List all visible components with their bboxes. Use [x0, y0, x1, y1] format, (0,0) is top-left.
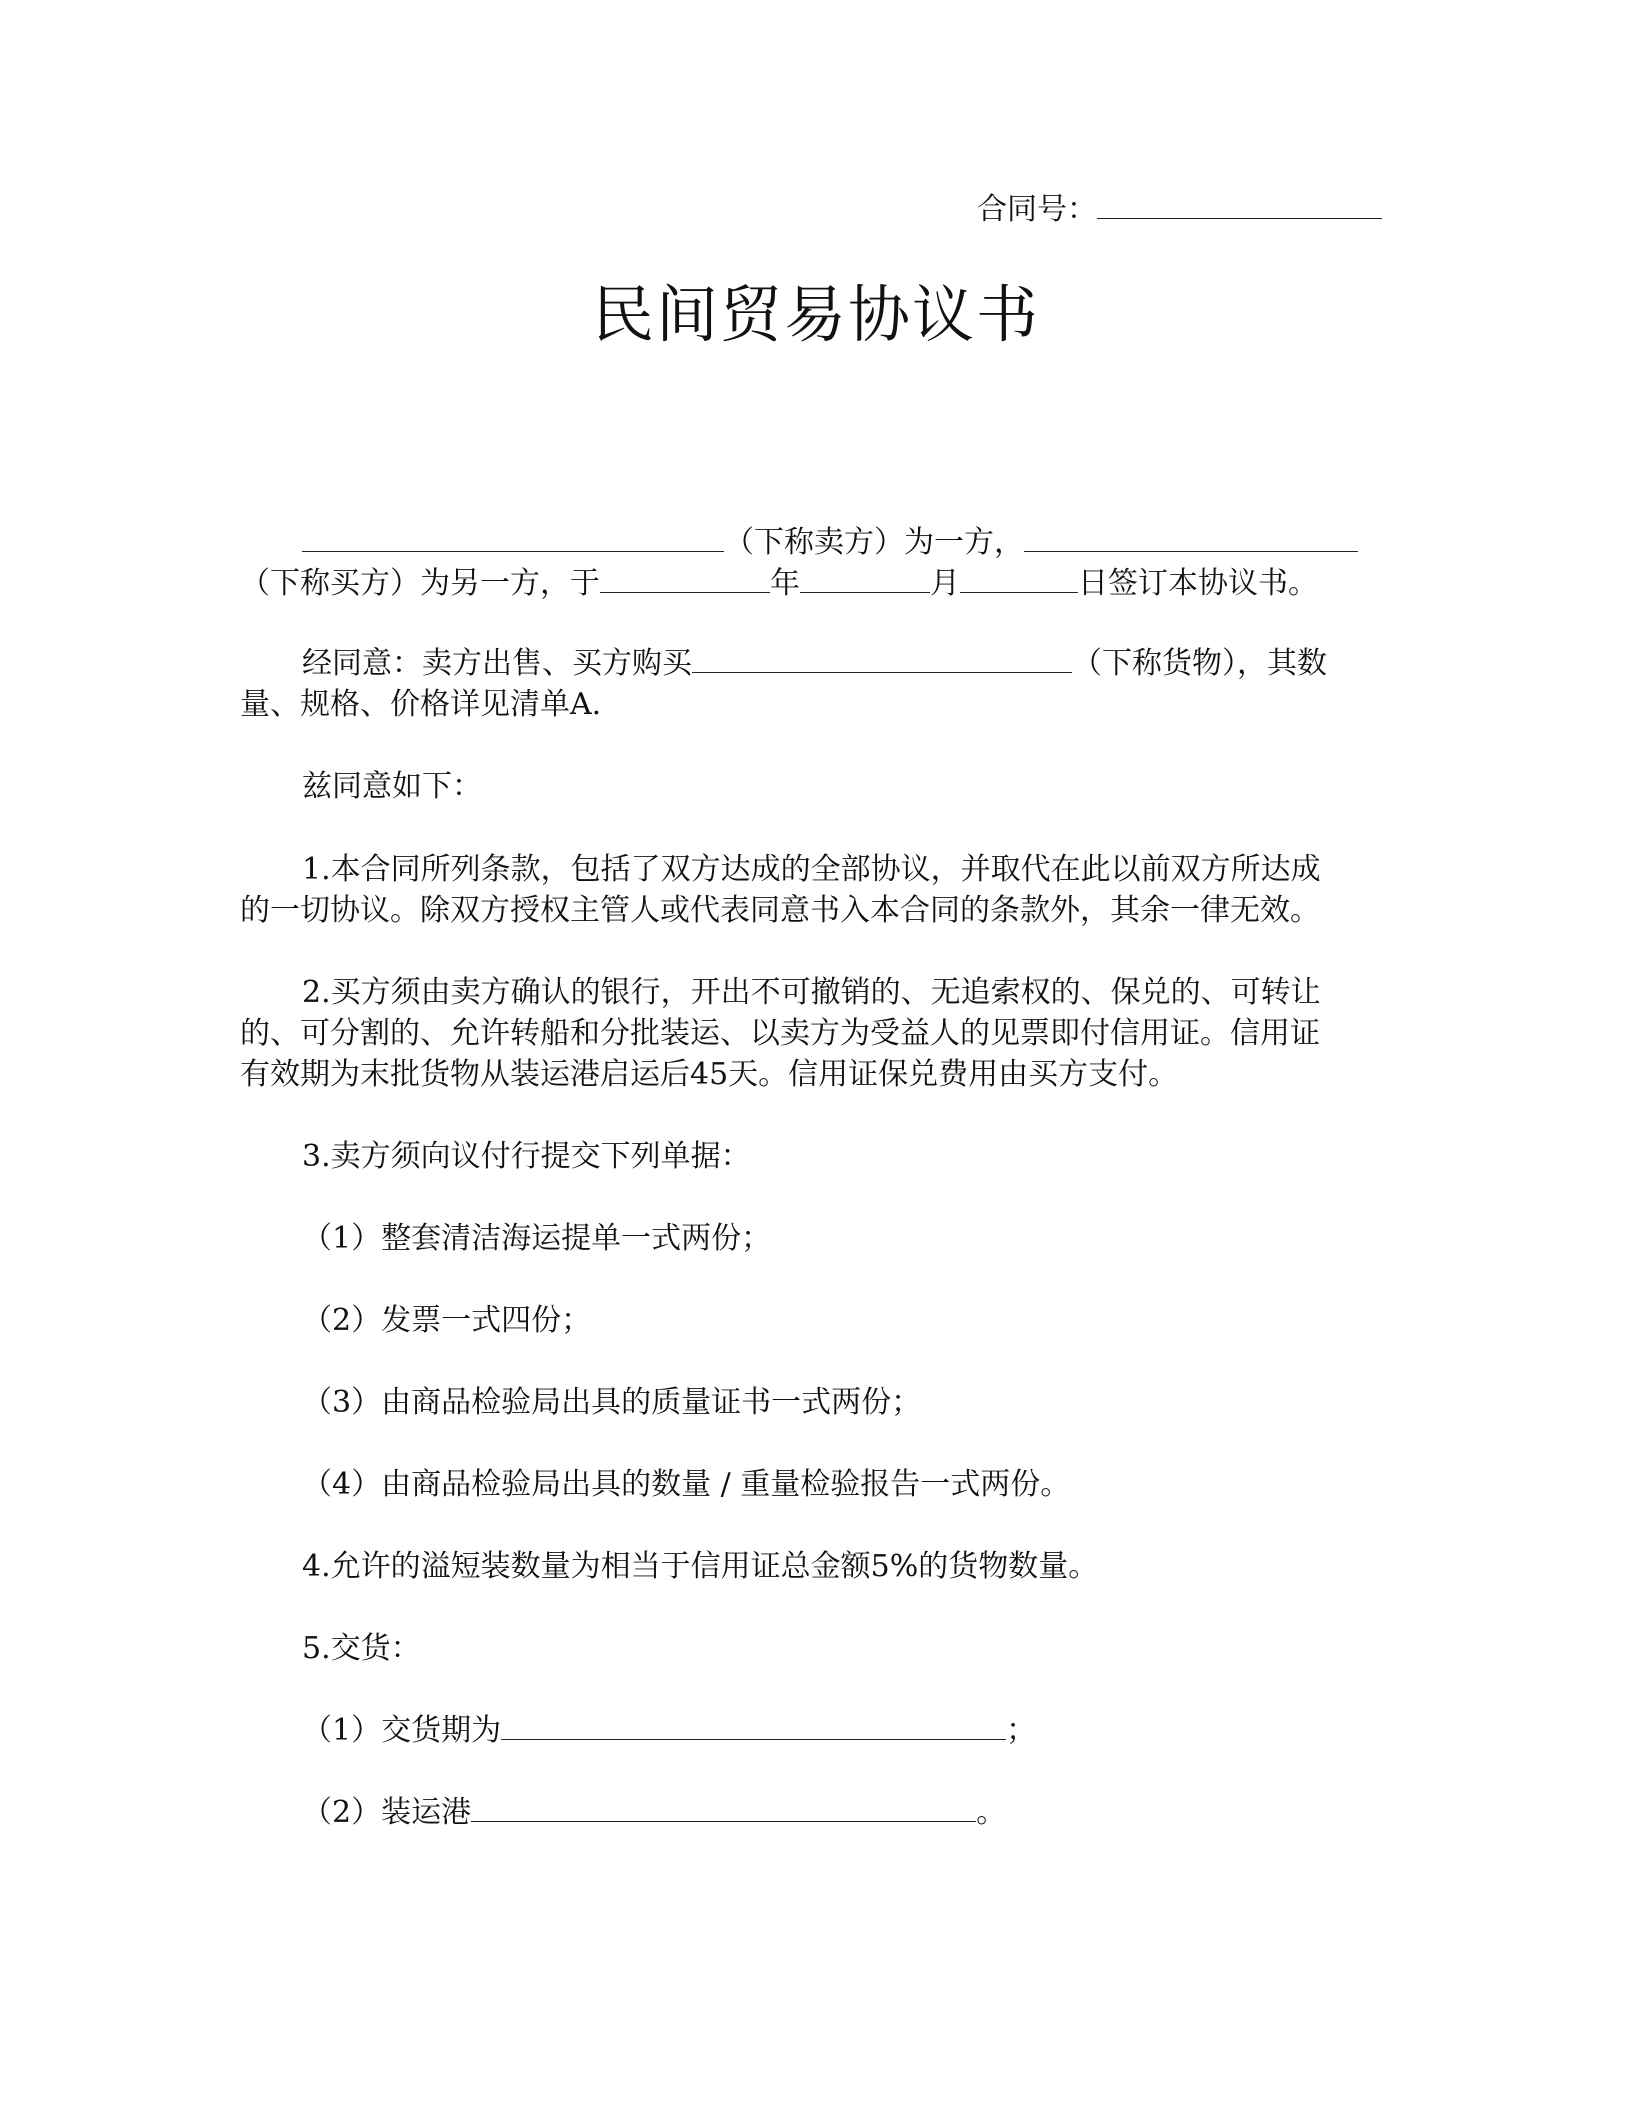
loading-port-suffix: 。	[976, 1795, 1007, 1830]
delivery-period-suffix: ；	[1006, 1713, 1037, 1748]
day-blank[interactable]	[960, 591, 1078, 593]
clause-5-item-2	[240, 1792, 1006, 1833]
clause-2	[240, 972, 1384, 1095]
document-title: 民间贸易协议书	[591, 278, 1040, 351]
goods-suffix: （下称货物），其数	[1072, 646, 1327, 681]
clause-2-line-2: 的、可分割的、允许转船和分批装运、以卖方为受益人的见票即付信用证。信用证	[240, 1016, 1320, 1051]
clause-3-item-2: （2）发票一式四份；	[302, 1303, 592, 1338]
agree-intro	[240, 766, 1384, 807]
clause-4: 4.允许的溢短装数量为相当于信用证总金额5%的货物数量。	[302, 1549, 1099, 1584]
clause-5-item-1	[240, 1710, 1036, 1751]
contract-number-label: 合同号：	[977, 192, 1097, 227]
contract-number-blank[interactable]	[1097, 217, 1382, 219]
year-label: 年	[770, 566, 800, 601]
seller-suffix: （下称卖方）为一方，	[724, 525, 1024, 560]
goods-name-blank[interactable]	[692, 671, 1072, 673]
clause-1-line-1: 1.本合同所列条款，包括了双方达成的全部协议，并取代在此以前双方所达成	[302, 852, 1321, 887]
contract-number-field	[977, 190, 1382, 230]
month-label: 月	[930, 566, 960, 601]
buyer-prefix: （下称买方）为另一方，于	[240, 566, 600, 601]
clause-2-line-1: 2.买方须由卖方确认的银行，开出不可撤销的、无追索权的、保兑的、可转让	[302, 975, 1321, 1010]
goods-line2: 量、规格、价格详见清单A.	[240, 687, 602, 722]
loading-port-blank[interactable]	[471, 1820, 976, 1822]
clause-3-item-4: （4）由商品检验局出具的数量 / 重量检验报告一式两份。	[302, 1467, 1071, 1502]
delivery-period-blank[interactable]	[501, 1738, 1006, 1740]
clause-2-line-3: 有效期为末批货物从装运港启运后45天。信用证保兑费用由买方支付。	[240, 1057, 1179, 1092]
delivery-period-label: （1）交货期为	[302, 1713, 502, 1748]
buyer-name-blank[interactable]	[1024, 550, 1358, 552]
goods-paragraph	[240, 643, 1384, 725]
seller-name-blank[interactable]	[302, 550, 724, 552]
clause-3-item-3: （3）由商品检验局出具的质量证书一式两份；	[302, 1385, 922, 1420]
month-blank[interactable]	[800, 591, 930, 593]
clause-3-intro	[240, 1136, 1384, 1177]
clause-3-item-1: （1）整套清洁海运提单一式两份；	[302, 1221, 772, 1256]
day-suffix: 日签订本协议书。	[1078, 566, 1318, 601]
clause-5-intro: 5.交货：	[302, 1631, 421, 1666]
clause-1	[240, 849, 1384, 931]
loading-port-label: （2）装运港	[302, 1795, 472, 1830]
clause-1-line-2: 的一切协议。除双方授权主管人或代表同意书入本合同的条款外，其余一律无效。	[240, 893, 1320, 928]
goods-prefix: 经同意：卖方出售、买方购买	[302, 646, 692, 681]
year-blank[interactable]	[600, 591, 770, 593]
clause-3-intro-text: 3.卖方须向议付行提交下列单据：	[302, 1139, 751, 1174]
parties-paragraph	[240, 522, 1384, 604]
agree-intro-text: 兹同意如下：	[302, 769, 482, 804]
